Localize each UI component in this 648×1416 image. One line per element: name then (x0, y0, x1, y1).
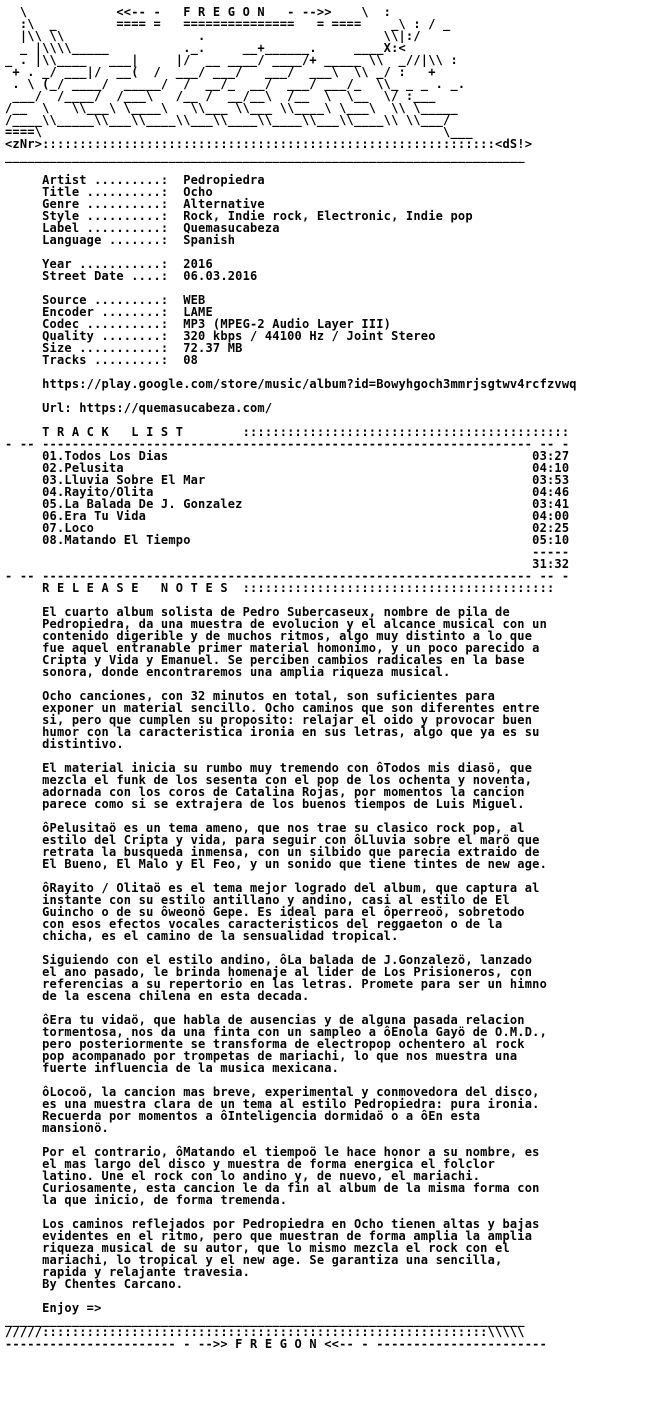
nfo-line: rapida y relajante travesia. (5, 1265, 251, 1279)
nfo-line: evidentes en el ritmo, pero que muestran de forma amplia la amplia (5, 1229, 533, 1243)
nfo-line: humor con la caracteristica ironia en sus letras, algo que ya es su (5, 725, 540, 739)
nfo-line: Source .........: WEB (5, 293, 206, 307)
nfo-line: distintivo. (5, 737, 124, 751)
nfo-line: \ <<-- - F R E G O N - -->> \ : (5, 5, 392, 19)
nfo-line: _ . |\\____ ___| |/ __ ____/ ____/+ _____ \\ _//|\\ : (5, 53, 458, 67)
nfo-line: ______________________________________________________________________ (5, 1313, 525, 1327)
nfo-line: Cripta y Vida y Emanuel. Se perciben cambios radicales en la base (5, 653, 525, 667)
nfo-line: Encoder ........: LAME (5, 305, 213, 319)
nfo-line: Year ...........: 2016 (5, 257, 213, 271)
nfo-line: . \ (_/ ____/ _____/ / __/_ __/ ___/ ___/_ \\_ _ _ . _. (5, 77, 466, 91)
nfo-line: parece como si se extrajera de los buenos tiempos de Luis Miguel. (5, 797, 525, 811)
nfo-line: ôLocoö, la cancion mas breve, experimental y conmovedora del disco, (5, 1085, 540, 1099)
nfo-line: ______________________________________________________________________ (5, 149, 525, 163)
nfo-line: /////::::::::::::::::::::::::::::::::::::::::::::::::::::::::::::\\\\\ (5, 1325, 525, 1339)
nfo-line: ôEra tu vidaö, que habla de ausencias y de alguna pasada relacion (5, 1013, 525, 1027)
nfo-line: ôRayito / Olitaö es el tema mejor logrado del album, que captura al (5, 881, 540, 895)
nfo-line: Siguiendo con el estilo andino, ôLa balada de J.Gonzalezö, lanzado (5, 953, 533, 967)
nfo-line: sonora, donde encontraremos una amplia riqueza musical. (5, 665, 451, 679)
nfo-line: instante con su estilo antillano y andino, casi al estilo de El (5, 893, 510, 907)
nfo-line: Los caminos reflejados por Pedropiedra en Ocho tienen altas y bajas (5, 1217, 540, 1231)
nfo-line: contenido digerible y de muchos ritmos, algo muy distinto a lo que (5, 629, 533, 643)
nfo-line: si, pero que cumplen su proposito: relajar el oido y provocar buen (5, 713, 533, 727)
nfo-line: 01.Todos Los Dias 03:27 (5, 449, 570, 463)
nfo-line: el ano pasado, le brinda homenaje al lider de Los Prisioneros, con (5, 965, 533, 979)
nfo-line: Codec ..........: MP3 (MPEG-2 Audio Layer III) (5, 317, 392, 331)
nfo-line: Recuerda por momentos a ôInteligencia dormidaö o a ôEn esta (5, 1109, 481, 1123)
nfo-line: El cuarto album solista de Pedro Subercaseux, nombre de pila de (5, 605, 510, 619)
nfo-line: ___/ /____/ /___\ /__ / __/__\ /__ \ \__ \/ :___ (5, 89, 436, 103)
nfo-line: la que inicio, de forma tremenda. (5, 1193, 288, 1207)
nfo-line: ----- (5, 545, 570, 559)
nfo-line: 03.Lluvia Sobre El Mar 03:53 (5, 473, 570, 487)
nfo-line: Guincho o de su ôweonö Gepe. Es ideal para el ôperreoö, sobretodo (5, 905, 525, 919)
nfo-line: mansionö. (5, 1121, 109, 1135)
nfo-line: con esos efectos vocales caracteristicos del reggaeton o de la (5, 917, 503, 931)
nfo-line: Por el contrario, ôMatando el tiempoö le hace honor a su nombre, es (5, 1145, 540, 1159)
nfo-line: /__ \ \\___\ \____\ \\___ \\___ \\____\ \___\ \\ \_____ (5, 101, 458, 115)
nfo-line: Label ..........: Quemasucabeza (5, 221, 280, 235)
nfo-line: Ocho canciones, con 32 minutos en total, son suficientes para (5, 689, 496, 703)
nfo-line: R E L E A S E N O T E S :::::::::::::::::::::::::::::::::::::::::: (5, 581, 555, 595)
nfo-line: 02.Pelusita 04:10 (5, 461, 570, 475)
nfo-line: 08.Matando El Tiempo 05:10 (5, 533, 570, 547)
nfo-line: el mas largo del disco y muestra de forma energica el folclor (5, 1157, 496, 1171)
nfo-line: |\\ \\ . \\|:/ (5, 29, 429, 43)
nfo-line: fue aquel entranable primer material homonimo, y un poco parecido a (5, 641, 540, 655)
nfo-line: latino. Une el rock con lo andino y, de nuevo, el mariachi. (5, 1169, 481, 1183)
nfo-line: El material inicia su rumbo muy tremendo con ôTodos mis diasö, que (5, 761, 533, 775)
nfo-line: tormentosa, nos da una finta con un sampleo a ôEnola Gayö de O.M.D., (5, 1025, 547, 1039)
nfo-line: Size ...........: 72.37 MB (5, 341, 243, 355)
nfo-line: pop acompanado por trompetas de mariachi, lo que nos muestra una (5, 1049, 518, 1063)
nfo-line: ôPelusitaö es un tema ameno, que nos trae su clasico rock pop, al (5, 821, 525, 835)
nfo-line: riqueza musical de su autor, que lo mismo mezcla el rock con el (5, 1241, 510, 1255)
nfo-line: Tracks .........: 08 (5, 353, 199, 367)
nfo-line: 06.Era Tu Vida 04:00 (5, 509, 570, 523)
nfo-line: By Chentes Carcano. (5, 1277, 184, 1291)
nfo-line: 07.Loco 02:25 (5, 521, 570, 535)
nfo-line: chicha, es el camino de la sensualidad tropical. (5, 929, 399, 943)
nfo-line: Quality ........: 320 kbps / 44100 Hz / Joint Stereo (5, 329, 436, 343)
nfo-line: ====\ \___ (5, 125, 473, 139)
nfo-line: pero posteriormente se transforma de electropop ochentero al rock (5, 1037, 525, 1051)
nfo-line: ----------------------- - -->> F R E G O N <<-- - ----------------------- (5, 1337, 547, 1351)
nfo-line: _ |\\\\_____ ._. __+______. ____X:< (5, 41, 406, 55)
nfo-line: <zNr>:::::::::::::::::::::::::::::::::::::::::::::::::::::::::::::<dS!> (5, 137, 533, 151)
nfo-line: exponer un material sencillo. Ocho caminos que son diferentes entre (5, 701, 540, 715)
nfo-line[interactable]: https://play.google.com/store/music/album?id=Bowyhgoch3mmrjsgtwv4rcfzvwq (5, 377, 577, 391)
nfo-line: Style ..........: Rock, Indie rock, Electronic, Indie pop (5, 209, 473, 223)
nfo-line: Enjoy => (5, 1301, 102, 1315)
nfo-line: 04.Rayito/Olita 04:46 (5, 485, 570, 499)
nfo-line: :\ _ ==== = =============== = ==== _\ : / _ (5, 17, 451, 31)
nfo-line: + . _/ ___|/ __( / ___/ ___/ ___/ ___\ \\ _/ : + (5, 65, 436, 79)
nfo-line[interactable]: Url: https://quemasucabeza.com/ (5, 401, 273, 415)
nfo-line: estilo del Cripta y vida, para seguir con ôLluvia sobre el marö que (5, 833, 540, 847)
nfo-line: - -- ------------------------------------------------------------------ -- - (5, 437, 570, 451)
nfo-line: mezcla el funk de los sesenta con el pop de los ochenta y noventa, (5, 773, 533, 787)
nfo-line: de la escena chilena en esta decada. (5, 989, 310, 1003)
nfo-line: adornada con los coros de Catalina Rojas, por momentos la cancion (5, 785, 525, 799)
nfo-line: referencias a su repertorio en las letras. Promete para ser un himno (5, 977, 547, 991)
nfo-line: Curiosamente, esta cancion le da fin al album de la misma forma con (5, 1181, 540, 1195)
nfo-line: 05.La Balada De J. Gonzalez 03:41 (5, 497, 570, 511)
nfo-line: mariachi, lo tropical y el new age. Se garantiza una sencilla, (5, 1253, 503, 1267)
nfo-line: - -- ------------------------------------------------------------------ -- - (5, 569, 570, 583)
nfo-line: /____\\_____\\___\\____\\___\\____\\____\\___\\____\\ \\___/ (5, 113, 451, 127)
nfo-line: Pedropiedra, da una muestra de evolucion y el alcance musical con un (5, 617, 547, 631)
nfo-line: Title ..........: Ocho (5, 185, 213, 199)
nfo-line: 31:32 (5, 557, 570, 571)
nfo-line: fuerte influencia de la musica mexicana. (5, 1061, 340, 1075)
nfo-line: El Bueno, El Malo y El Feo, y un sonido que tiene tintes de new age. (5, 857, 547, 871)
nfo-line: retrata la busqueda inmensa, con un silbido que parecia extraido de (5, 845, 540, 859)
nfo-line: Street Date ....: 06.03.2016 (5, 269, 258, 283)
nfo-line: Genre ..........: Alternative (5, 197, 265, 211)
nfo-line: es una muestra clara de un tema al estilo Pedropiedra: pura ironia. (5, 1097, 540, 1111)
nfo-line: Artist .........: Pedropiedra (5, 173, 265, 187)
nfo-line: Language .......: Spanish (5, 233, 236, 247)
nfo-line: T R A C K L I S T :::::::::::::::::::::::::::::::::::::::::::: (5, 425, 570, 439)
